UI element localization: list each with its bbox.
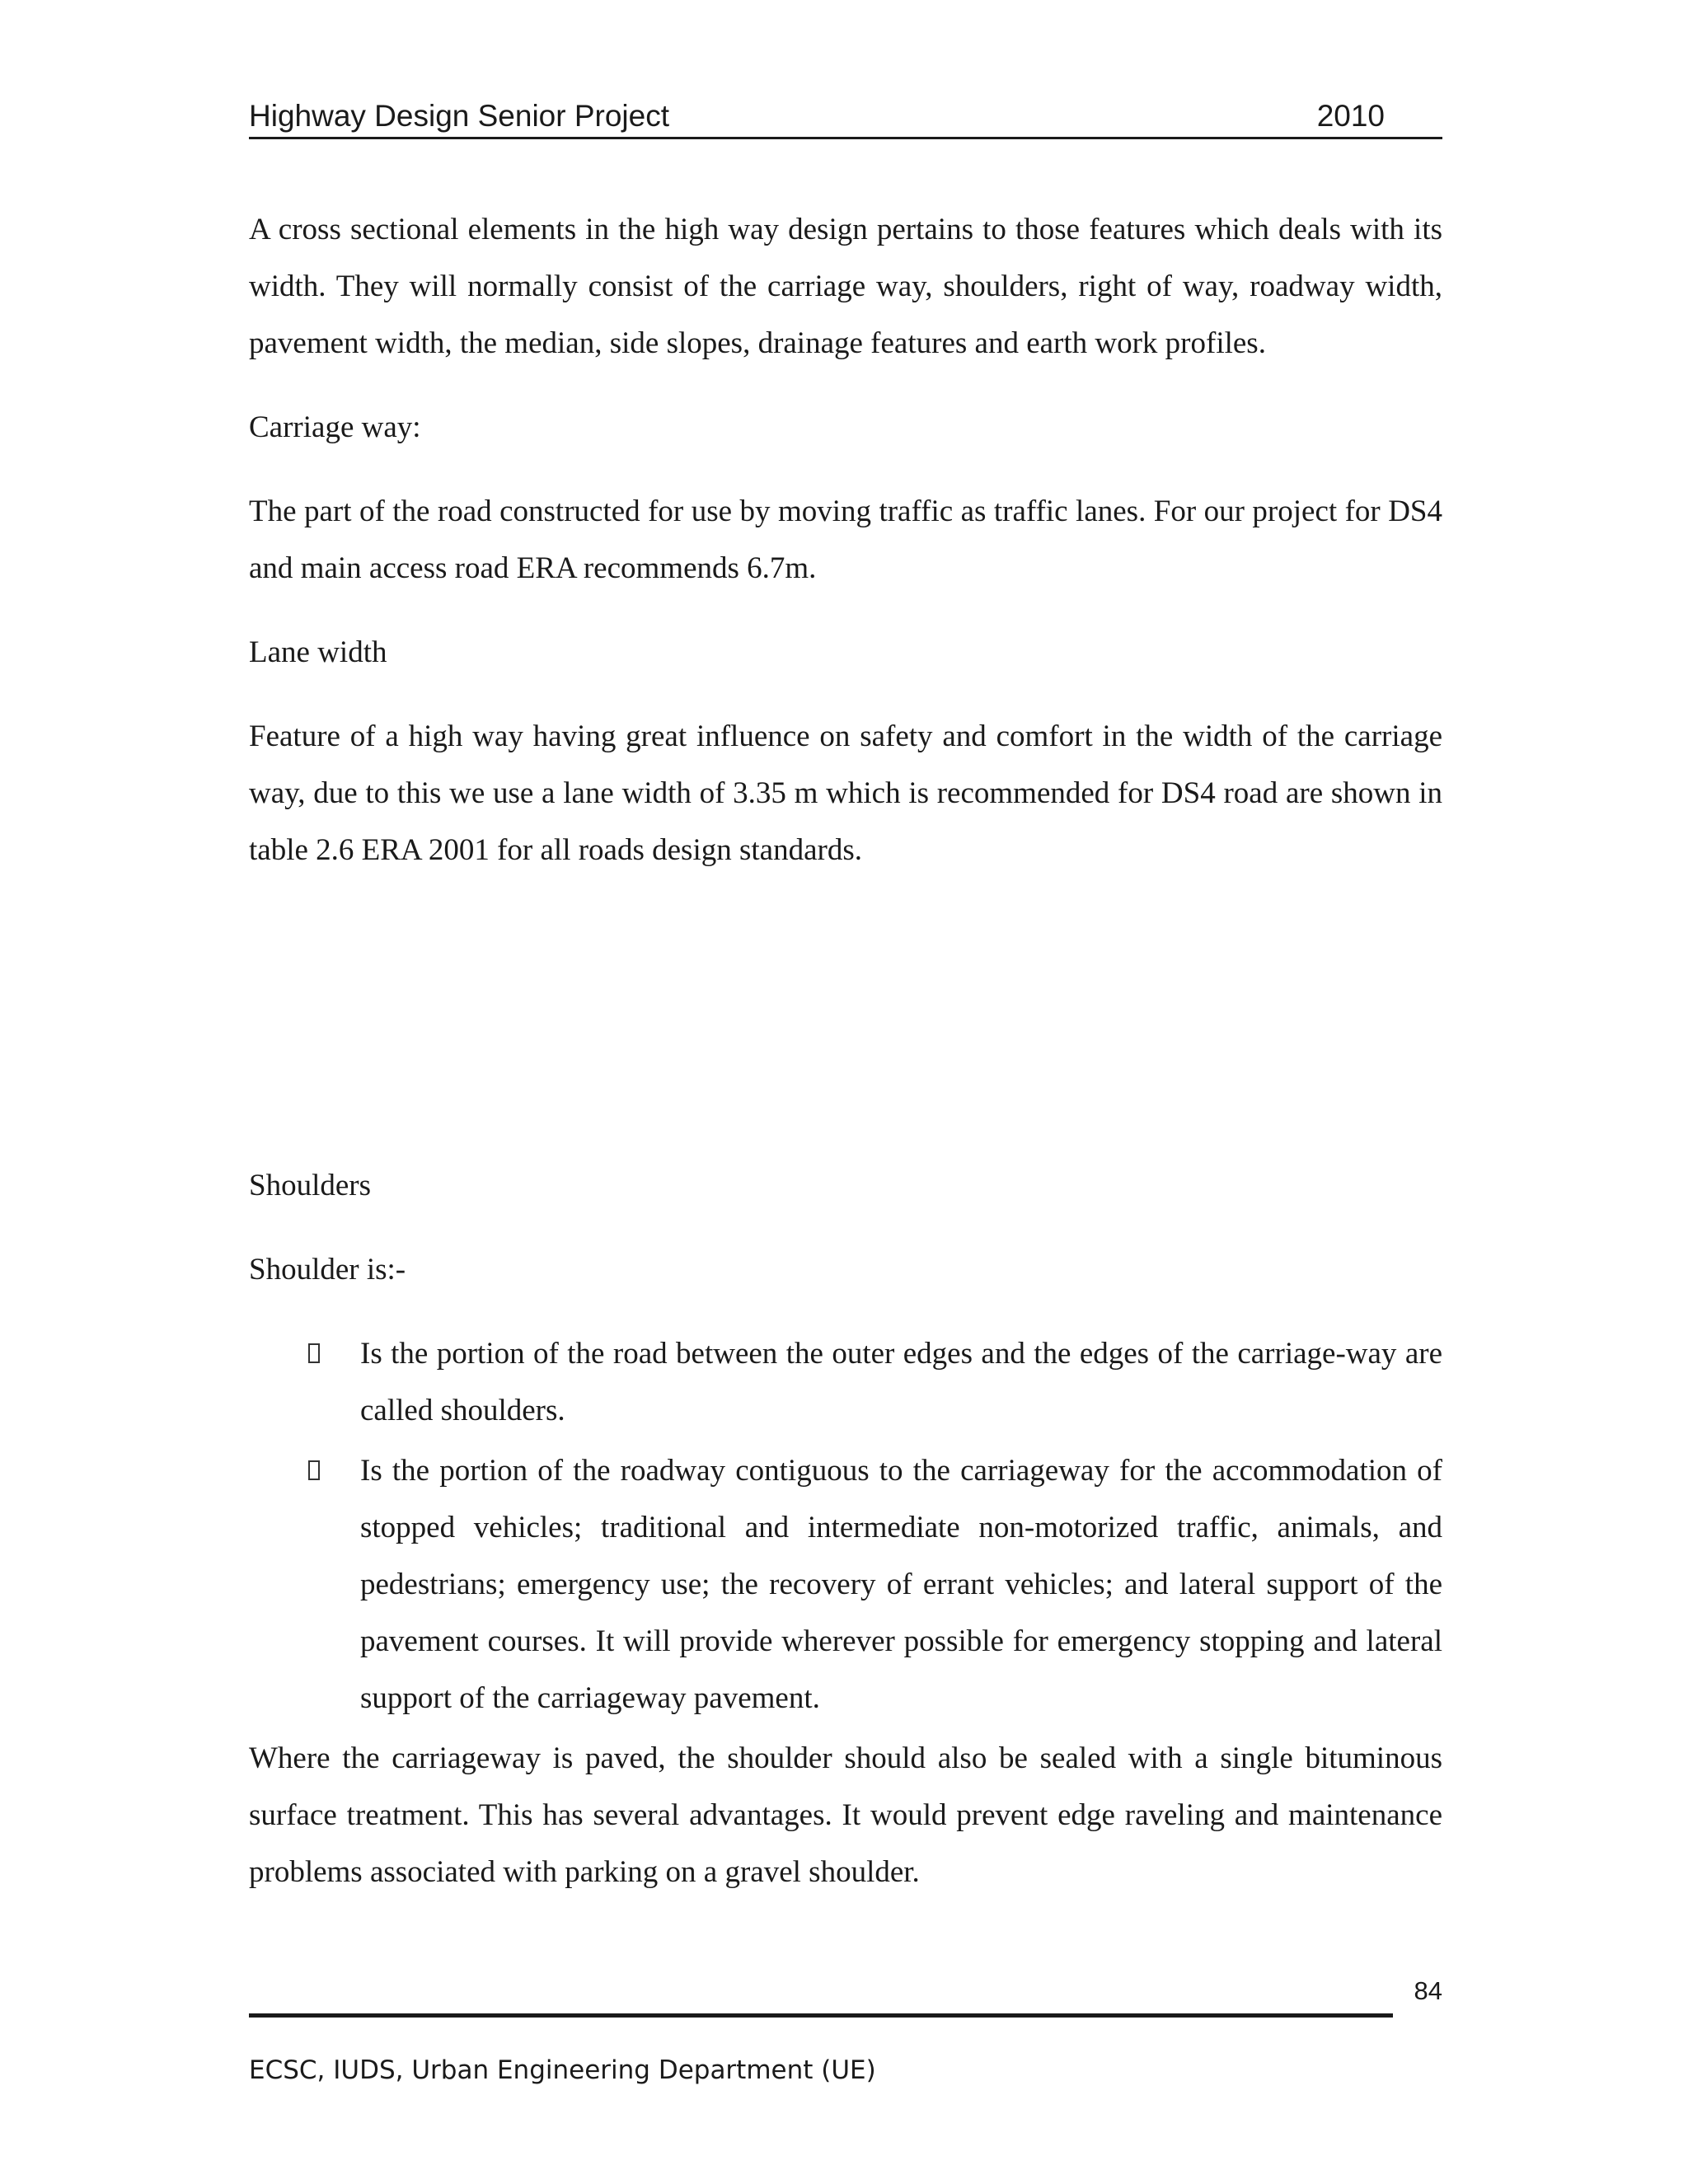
bullet-text: Is the portion of the roadway contiguous to the carriageway for the accommodation of stopped vehicles; traditional and intermediate non-motorized traffic, animals, and pedestrians; emergency use; the recovery of errant vehicles; and lateral support of the pavement courses. It will provide wherever possible for emergency stopping and lateral support of the carriageway pavement. <box>360 1454 1442 1715</box>
header-title: Highway Design Senior Project <box>249 99 670 133</box>
lane-width-heading: Lane width <box>249 635 387 669</box>
shoulders-heading: Shoulders <box>249 1169 371 1202</box>
page-footer: ECSC, IUDS, Urban Engineering Department (UE) <box>249 2055 876 2085</box>
page-number: 84 <box>1414 1976 1442 2005</box>
bullet-text: Is the portion of the road between the outer edges and the edges of the carriage-way are called shoulders. <box>360 1337 1442 1427</box>
page-header <box>249 97 1442 139</box>
carriage-way-heading: Carriage way: <box>249 410 421 444</box>
lane-width-paragraph: Feature of a high way having great influence on safety and comfort in the width of the carriage way, due to this we use a lane width of 3.35 m which is recommended for DS4 road are shown in table 2.6 ERA 2001 for all roads design standards. <box>249 719 1442 867</box>
shoulder-is-label: Shoulder is:- <box>249 1253 406 1286</box>
carriage-way-paragraph: The part of the road constructed for use by moving traffic as traffic lanes. For our project for DS4 and main access road ERA recommends 6.7m. <box>249 494 1442 585</box>
bullet-box-icon <box>308 1343 320 1363</box>
list-item <box>249 1325 1442 1439</box>
shoulder-bullet-list <box>249 1325 1442 1727</box>
header-year: 2010 <box>1316 99 1385 133</box>
closing-paragraph: Where the carriageway is paved, the shoulder should also be sealed with a single bituminous surface treatment. This has several advantages. It would prevent edge raveling and maintenance problems associated with parking on a gravel shoulder. <box>249 1741 1442 1889</box>
intro-paragraph: A cross sectional elements in the high way design pertains to those features which deals with its width. They will normally consist of the carriage way, shoulders, right of way, roadway width, pavement width, the median, side slopes, drainage features and earth work profiles. <box>249 213 1442 360</box>
footer-divider <box>249 2013 1393 2018</box>
bullet-box-icon <box>308 1460 320 1480</box>
document-body <box>249 201 1442 1900</box>
list-item <box>249 1442 1442 1727</box>
